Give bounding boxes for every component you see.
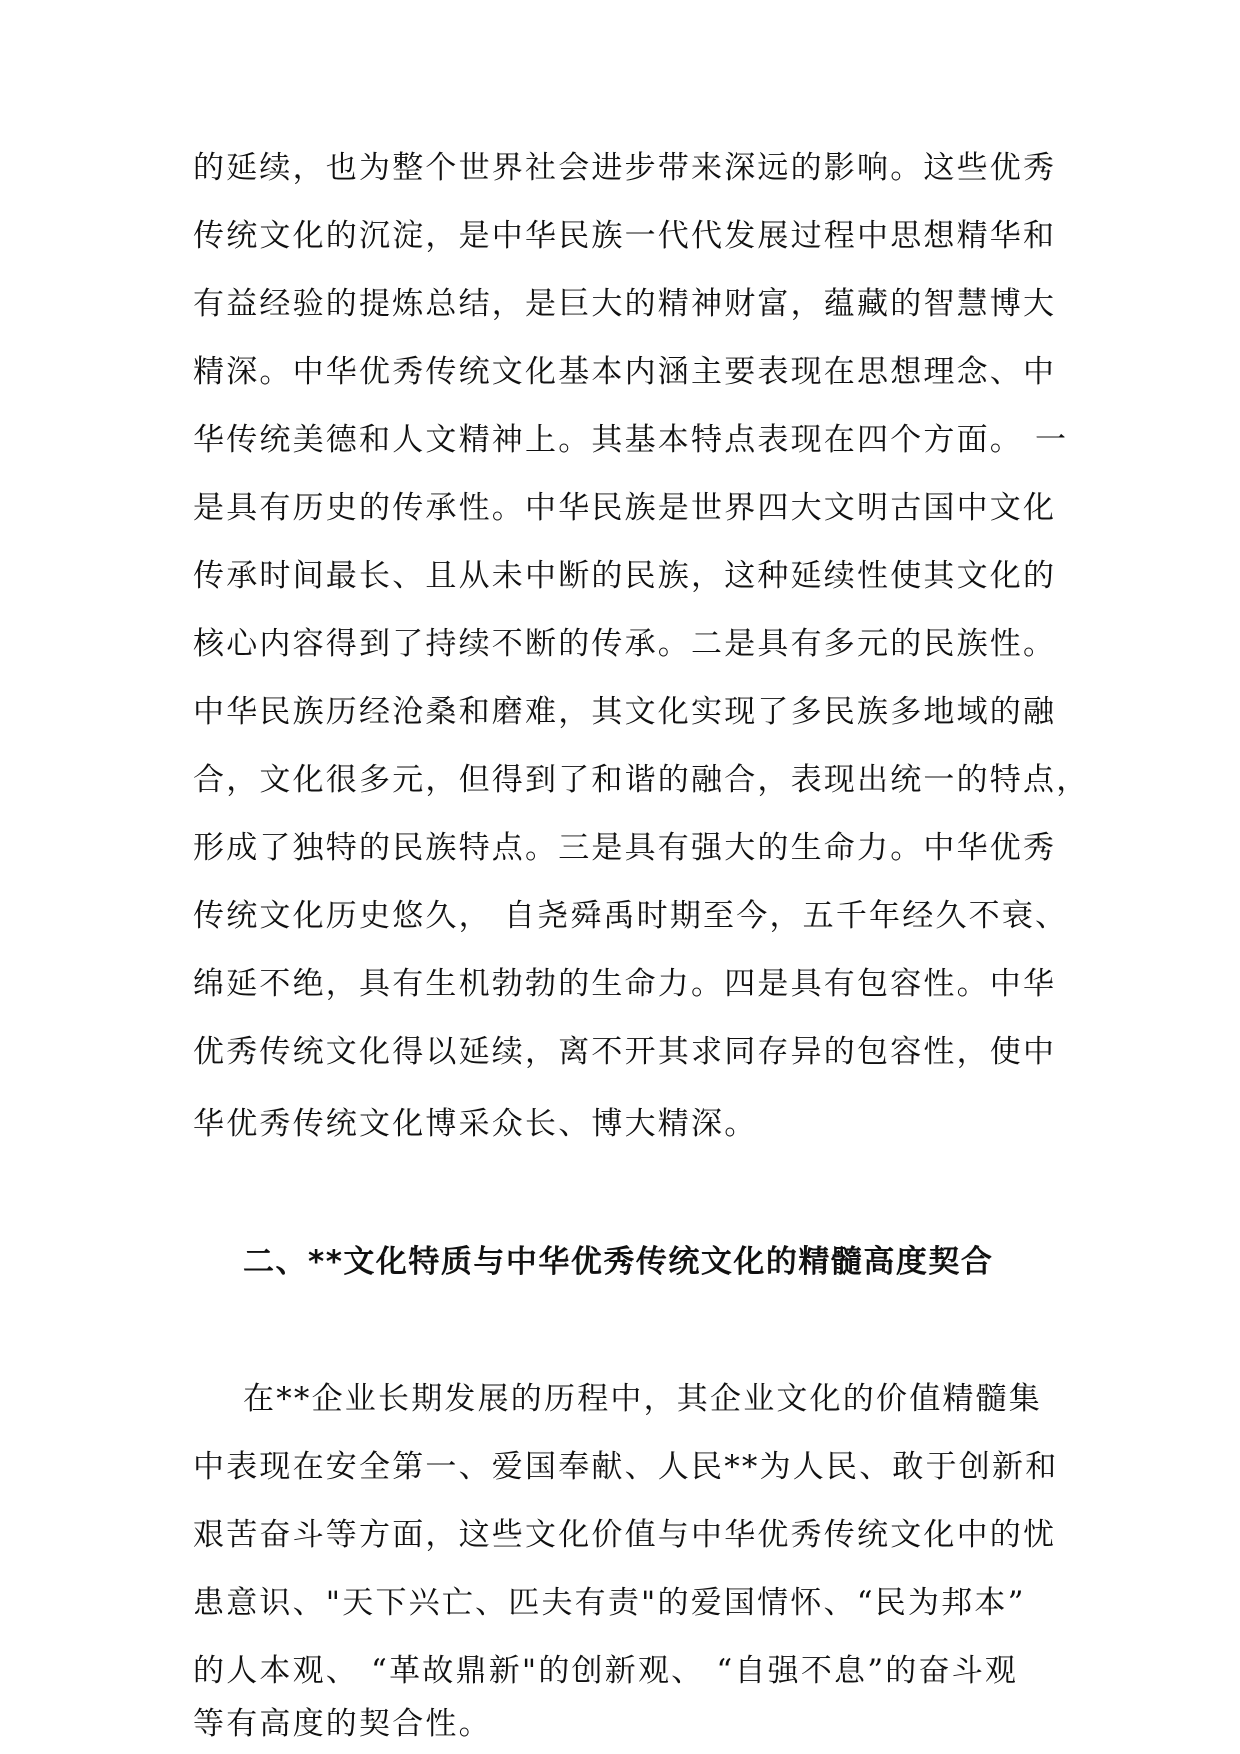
paragraph-line: 华传统美德和人文精神上。其基本特点表现在四个方面。 一: [193, 422, 1069, 458]
paragraph-line: 有益经验的提炼总结，是巨大的精神财富，蕴藏的智慧博大: [193, 286, 1057, 322]
paragraph-line: 传统文化历史悠久， 自尧舜禹时期至今，五千年经久不衰、: [193, 898, 1069, 934]
paragraph-line: 精深。中华优秀传统文化基本内涵主要表现在思想理念、中: [193, 354, 1057, 390]
paragraph-line: 优秀传统文化得以延续，离不开其求同存异的包容性，使中: [193, 1034, 1057, 1070]
paragraph-line: 传承时间最长、且从未中断的民族，这种延续性使其文化的: [193, 558, 1057, 594]
paragraph-line: 的延续，也为整个世界社会进步带来深远的影响。这些优秀: [193, 150, 1057, 186]
paragraph-line: 的人本观、 “革故鼎新"的创新观、 “自强不息”的奋斗观: [193, 1653, 1019, 1689]
paragraph-line: 绵延不绝，具有生机勃勃的生命力。四是具有包容性。中华: [193, 966, 1057, 1002]
paragraph-line: 传统文化的沉淀，是中华民族一代代发展过程中思想精华和: [193, 218, 1057, 254]
paragraph-line: 中华民族历经沧桑和磨难，其文化实现了多民族多地域的融: [193, 694, 1057, 730]
paragraph-line: 核心内容得到了持续不断的传承。二是具有多元的民族性。: [193, 626, 1057, 662]
paragraph-line: 中表现在安全第一、爱国奉献、人民**为人民、敢于创新和: [193, 1449, 1059, 1485]
section-heading: 二、**文化特质与中华优秀传统文化的精髓高度契合: [243, 1244, 994, 1280]
paragraph-line: 艰苦奋斗等方面，这些文化价值与中华优秀传统文化中的忧: [193, 1517, 1057, 1553]
paragraph-line: 患意识、"天下兴亡、匹夫有责"的爱国情怀、“民为邦本”: [193, 1585, 1026, 1621]
paragraph-line: 等有高度的契合性。: [193, 1706, 492, 1742]
paragraph-line: 是具有历史的传承性。中华民族是世界四大文明古国中文化: [193, 490, 1057, 526]
paragraph-line: 合，文化很多元，但得到了和谐的融合，表现出统一的特点，: [193, 762, 1090, 798]
paragraph-line: 形成了独特的民族特点。三是具有强大的生命力。中华优秀: [193, 830, 1057, 866]
paragraph-line: 华优秀传统文化博采众长、博大精深。: [193, 1106, 758, 1142]
paragraph-line: 在**企业长期发展的历程中，其企业文化的价值精髓集: [243, 1381, 1042, 1417]
